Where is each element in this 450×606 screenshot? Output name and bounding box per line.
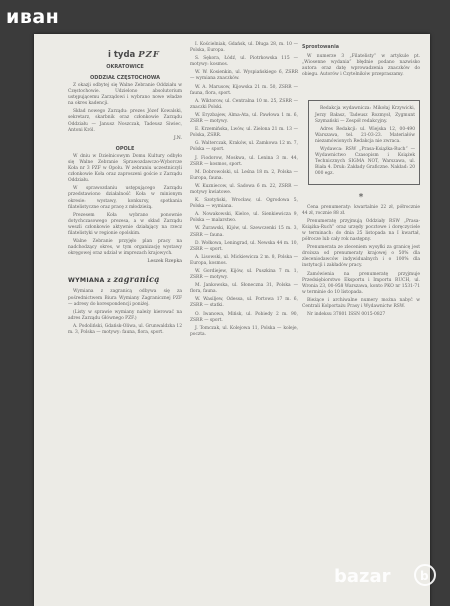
subhead-sprostowania: Sprostowania: [302, 45, 339, 50]
address-entry: A. Wiktorow, ul. Centralna 10 m. 25, ZSRR — znaczki Polski.: [190, 98, 298, 110]
address-entry: W. Kuzniecow, ul. Sadowa 6 m. 22, ZSRR — motywy kwiatowe.: [190, 183, 298, 195]
separator-star: *: [358, 192, 364, 203]
header-emph: PZF: [138, 50, 160, 60]
address-entry: W. A. Marusow, Kijowska 21 m. 50, ZSRR — fauna, flora, sport.: [190, 84, 298, 96]
paragraph: Adres Redakcji: ul. Wiejska 12, 00-490 Warszawa, tel. 21-03-23. Materiałów niezamówionych Redakcja nie zwraca.: [315, 126, 415, 144]
watermark: иван: [6, 6, 60, 28]
address-entry: E. Krzemińska, Lwów, ul. Zielona 21 m. 13 — Polska, ZSRR.: [190, 127, 298, 139]
signature: Leszek Rzepka: [147, 259, 182, 265]
subhead-oddzial: ODDZIAŁ CZĘSTOCHOWA: [89, 75, 161, 81]
address-entry: I. Kościelniak, Gdańsk, ul. Długa 28, m. 10 — Polska, Europa.: [190, 42, 298, 54]
paragraph: A. Podoliński, Gdańsk-Oliwa, ul. Grunwaldzka 12 m. 3, Polska — motywy: fauna, flora, sport.: [68, 323, 182, 335]
paragraph: W dniu w Dzielnicowym Domu Kultury odbyło się Walne Zebranie Sprawozdawczo-Wyborcze Koła nr 3 PZF w Opolu. W zebraniu uczestniczyli członkowie Koła oraz zaproszeni goście z Zarządu Oddziału.: [68, 153, 182, 184]
svg-text:b: b: [420, 569, 429, 583]
editorial-box: [308, 100, 420, 184]
paragraph: Prezesem Koła wybrano ponownie dotychczasowego prezesa, a w skład Zarządu weszli członkowie aktywnie działający na rzecz filatelistyki w regionie opolskim.: [68, 212, 182, 236]
column-right: [302, 42, 420, 320]
bazar-logo: [332, 558, 442, 594]
magazine-page: [34, 34, 430, 606]
header2-emph: zagranicą: [113, 274, 160, 285]
header-prefix: i tyda: [108, 50, 136, 60]
paragraph: Bieżące i archiwalne numery można nabyć w Centrali Kolportażu Prasy i Wydawnictw RSW.: [302, 297, 420, 309]
paragraph: Prenumeratę przyjmują Oddziały RSW „Prasa-Książka-Ruch” oraz urzędy pocztowe i doręczyciele w terminach: do dnia 25 listopada na I kwartał, półrocze lub cały rok następny.: [302, 218, 420, 243]
address-entry: G. Walterczak, Kraków, ul. Zamkowa 12 m. 7, Polska — sport.: [190, 141, 298, 153]
address-entry: A. Nowakowski, Kielce, ul. Sienkiewicza 9, Polska — malarstwo.: [190, 212, 298, 224]
address-entry: J. Fiodorow, Moskwa, ul. Lenina 3 m. 44, ZSRR — kosmos, sport.: [190, 155, 298, 167]
column-middle: [190, 42, 298, 340]
index-line: Nr indeksu 37801 ISSN 0015-0827: [307, 312, 386, 318]
address-entry: W. Gordiejew, Kijów, ul. Puszkina 7 m. 1, ZSRR — motywy.: [190, 269, 298, 281]
svg-text:bazar: bazar: [334, 566, 391, 587]
section-header-wymiana: [68, 275, 182, 285]
address-entry: K. Szotyński, Wrocław, ul. Ogrodowa 5, Polska — wymiana.: [190, 198, 298, 210]
address-entry: W. Wasiljew, Odessa, ul. Portowa 17 m. 6, ZSRR — statki.: [190, 297, 298, 309]
paragraph: Cena prenumeraty: kwartalnie 22 zł, półrocznie 44 zł, rocznie 88 zł.: [302, 204, 420, 216]
paragraph: Wydawca: RSW „Prasa-Książka-Ruch” — Wydawnictwo Czasopism i Książek Technicznych SIGMA NOT, Warszawa, ul. Biała 4. Druk: Zakłady Graficzne. Nakład: 20 000 egz.: [315, 147, 415, 177]
paragraph: Wymiana z zagranicą odbywa się za pośrednictwem Biura Wymiany Zagranicznej PZF — adresy do korespondencji poniżej.: [68, 289, 182, 307]
paragraph: Z okazji odbytej się Walne Zebranie Oddziału w Częstochowie. Udzielono absolutorium ustępującemu Zarządowi i wybrano nowe władze na okres kadencji.: [68, 83, 182, 107]
address-entry: J. Tomczak, ul. Kolejowa 11, Polska — koleje, poczta.: [190, 325, 298, 337]
paragraph: Redakcja wydawnicza: Mikołaj Krzywicki, Jerzy Bałasz, Tadeusz Rozmysł, Zygmunt Szymański — Zespół redakcyjny.: [315, 106, 415, 124]
address-entry: M. Dobrowolski, ul. Leśna 18 m. 2, Polska — Europa, fauna.: [190, 169, 298, 181]
address-entry: O. Iwanowa, Mińsk, ul. Pobiedy 2 m. 90, ZSRR — sport.: [190, 311, 298, 323]
paragraph: Walne Zebranie przyjęło plan pracy na nadchodzący okres, w tym organizację wystawy okręgowej oraz udział w imprezach krajowych.: [68, 239, 182, 257]
address-entry: W. W. Kosienkin, ul. Wyspiańskiego 6, ZSRR — wymiana znaczków.: [190, 70, 298, 82]
subhead-opole: OPOLE: [115, 145, 135, 152]
address-entry: W. Żurawski, Kijów, ul. Szewczenki 15 m. 3, ZSRR — fauna.: [190, 226, 298, 238]
column-left: [68, 42, 182, 338]
paragraph: Prenumerata ze zleceniem wysyłki za granicę jest droższa od prenumeraty krajowej o 50% dla zleceniodawców indywidualnych i o 100% dla instytucji i zakładów pracy.: [302, 245, 420, 269]
section-header-pzf: [108, 50, 182, 60]
paragraph: (Listy w sprawie wymiany należy kierować na adres Zarządu Głównego PZF.): [68, 309, 182, 321]
paragraph: W numerze 3 „Filatelisty” w artykule pt. „Wiosenne wydania” błędnie podano nazwisko autora oraz datę wprowadzenia znaczków do obiegu. Autorów i Czytelników przepraszamy.: [302, 54, 420, 78]
address-entry: S. Sękora, Łódź, ul. Piotrkowska 115 — motywy: kosmos.: [190, 56, 298, 68]
signature: J.N.: [173, 135, 182, 141]
address-entry: D. Wołkowa, Leningrad, ul. Newska 44 m. 10, ZSRR — sport.: [190, 240, 298, 252]
address-entry: M. Jankowska, ul. Słoneczna 31, Polska — flora, fauna.: [190, 283, 298, 295]
paragraph: Skład nowego Zarządu: prezes Józef Kowalski, sekretarz, skarbnik oraz członkowie Zarządu Oddziału — Janusz Noszczak, Tadeusz Siwiec, Antoni Król.: [68, 109, 182, 133]
address-entry: W. Eryzbajew, Alma-Ata, ul. Pawłowa 1 m. 6, ZSRR — motywy.: [190, 112, 298, 125]
paragraph: Zamówienia na prenumeratę przyjmuje Przedsiębiorstwo Eksportu i Importu RUCH, ul. Wronia 23, 00-958 Warszawa, konto PKO nr 1531-71 w terminie do 10 listopada.: [302, 271, 420, 295]
address-entry: A. Lisowski, ul. Mickiewicza 2 m. 8, Polska — Europa, kosmos.: [190, 254, 298, 266]
subhead-okratowice: OKRATOWICE: [106, 64, 144, 70]
paragraph: W sprawozdaniu ustępującego Zarządu przedstawiono działalność Koła w minionym okresie: wystawy, konkursy, spotkania filatelistyczne oraz pracę z młodzieżą.: [68, 186, 182, 210]
header2-prefix: WYMIANA z: [68, 277, 111, 285]
